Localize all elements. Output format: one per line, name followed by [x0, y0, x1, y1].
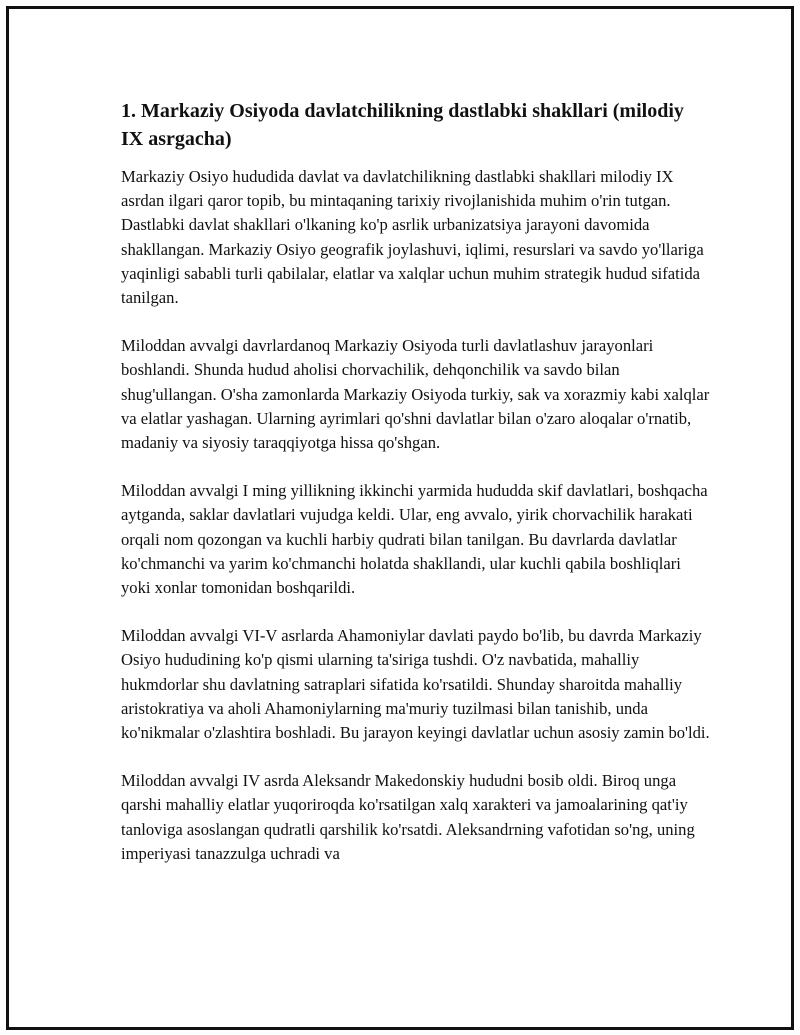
page-frame — [6, 6, 794, 1030]
paragraph-3: Miloddan avvalgi I ming yillikning ikkinchi yarmida hududda skif davlatlari, boshqacha aytganda, saklar davlatlari vujudga keldi. Ular, eng avvalo, yirik chorvachilik harakati orqali nom qozongan va kuchli harbiy qudrati bilan tanilgan. Bu davrlarda davlatlar ko'chmanchi va yarim ko'chmanchi holatda shakllandi, ular kuchli qabila boshliqlari yoki xonlar tomonidan boshqarildi. — [121, 481, 708, 598]
paragraph-2: Miloddan avvalgi davrlardanoq Markaziy Osiyoda turli davlatlashuv jarayonlari boshlandi. Shunda hudud aholisi chorvachilik, dehqonchilik va savdo bilan shug'ullangan. O'sha zamonlarda Markaziy Osiyoda turkiy, sak va xorazmiy kabi xalqlar va elatlar yashagan. Ularning ayrimlari qo'shni davlatlar bilan o'zaro aloqalar o'rnatib, madaniy va siyosiy taraqqiyotga hissa qo'shgan. — [121, 336, 710, 453]
paragraph-5: Miloddan avvalgi IV asrda Aleksandr Makedonskiy hududni bosib oldi. Biroq unga qarshi mahalliy elatlar yuqoriroqda ko'rsatilgan xalq xarakteri va jamoalarining qat'iy tanloviga asoslangan qudratli qarshilik ko'rsatdi. Aleksandrning vafotidan so'ng, uning imperiyasi tanazzulga uchradi va — [121, 771, 695, 863]
section-heading: 1. Markaziy Osiyoda davlatchilikning dastlabki shakllari (milodiy IX asrgacha) — [121, 100, 684, 150]
paragraph-1: Markaziy Osiyo hududida davlat va davlatchilikning dastlabki shakllari milodiy IX asrdan ilgari qaror topib, bu mintaqaning tarixiy rivojlanishida muhim o'rin tutgan. Dastlabki davlat shakllari o'lkaning ko'p asrlik urbanizatsiya jarayoni davomida shakllangan. Markaziy Osiyo geografik joylashuvi, iqlimi, resurslari va savdo yo'llariga yaqinligi sababli turli qabilalar, elatlar va xalqlar uchun muhim strategik hudud sifatida tanilgan. — [121, 167, 704, 308]
paragraph-4: Miloddan avvalgi VI-V asrlarda Ahamoniylar davlati paydo bo'lib, bu davrda Markaziy Osiyo hududining ko'p qismi ularning ta'siriga tushdi. O'z navbatida, mahalliy hukmdorlar shu davlatning satraplari sifatida ko'rsatildi. Shunday sharoitda mahalliy aristokratiya va aholi Ahamoniylarning ma'muriy tuzilmasi bilan tanishib, unda ko'nikmalar o'zlashtira boshladi. Bu jarayon keyingi davlatlar uchun asosiy zamin bo'ldi. — [121, 626, 710, 743]
document-body — [121, 97, 711, 890]
